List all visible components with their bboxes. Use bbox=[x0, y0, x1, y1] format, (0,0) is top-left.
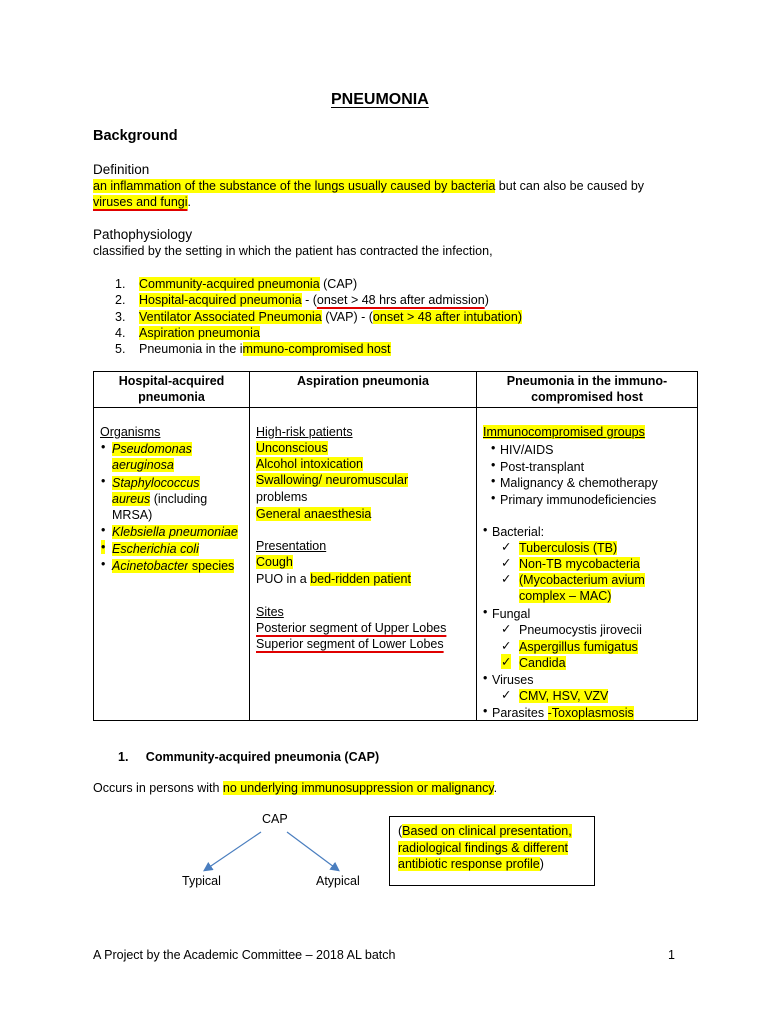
bacterial-item: Tuberculosis (TB) bbox=[519, 541, 618, 555]
check-icon: ✓ bbox=[501, 688, 512, 702]
list-item-highlight: onset > 48 after intubation) bbox=[372, 309, 522, 324]
page-title: PNEUMONIA bbox=[331, 91, 429, 108]
sites-heading: Sites bbox=[256, 605, 284, 619]
category-parasites: Parasites bbox=[492, 706, 548, 720]
definition-highlight: an inflammation of the substance of the lungs usually caused by bacteria bbox=[93, 179, 496, 193]
arrow-left bbox=[205, 832, 261, 870]
page-number: 1 bbox=[668, 948, 675, 962]
groups-heading: Immunocompromised groups bbox=[483, 425, 645, 439]
bullet: • bbox=[483, 671, 488, 685]
risk-item: problems bbox=[256, 490, 308, 504]
box-paren: ) bbox=[539, 857, 544, 871]
list-number: 2. bbox=[115, 293, 126, 308]
diagram-root-label: CAP bbox=[262, 812, 288, 826]
list-item-text: (CAP) bbox=[319, 277, 358, 291]
bullet: • bbox=[101, 474, 106, 488]
check-icon: ✓ bbox=[501, 622, 512, 636]
presentation-item: Cough bbox=[256, 555, 293, 569]
risk-heading: High-risk patients bbox=[256, 425, 353, 439]
list-item-highlight: Ventilator Associated Pneumonia bbox=[139, 309, 322, 324]
fungal-item: Pneumocystis jirovecii bbox=[519, 623, 642, 637]
list-item-highlight: Community-acquired pneumonia bbox=[139, 277, 320, 291]
check-icon: ✓ bbox=[501, 572, 512, 586]
table-header-aspiration: Aspiration pneumonia bbox=[250, 372, 477, 408]
bullet: • bbox=[101, 523, 106, 537]
definition-text: but can also be caused by bbox=[495, 179, 645, 193]
cap-classification-box bbox=[389, 816, 595, 886]
list-item bbox=[93, 292, 522, 308]
box-text: Based on clinical presentation, bbox=[402, 824, 572, 838]
footer-text: A Project by the Academic Committee – 2018 AL batch bbox=[93, 948, 396, 962]
bullet: • bbox=[101, 557, 106, 571]
organism-label: Escherichia coli bbox=[112, 542, 199, 556]
fungal-item: Aspergillus fumigatus bbox=[519, 640, 638, 654]
check-icon: ✓ bbox=[501, 655, 512, 669]
list-number: 3. bbox=[115, 309, 126, 324]
list-item-text: ) bbox=[484, 293, 489, 308]
category-bacterial: Bacterial: bbox=[492, 525, 545, 539]
bullet: • bbox=[483, 523, 488, 537]
cap-occurs-line bbox=[93, 781, 497, 795]
list-item bbox=[93, 341, 522, 357]
parasite-item: -Toxoplasmosis bbox=[547, 706, 634, 720]
list-number: 4. bbox=[115, 325, 126, 340]
bullet: • bbox=[483, 605, 488, 619]
organism-note: species bbox=[188, 559, 235, 573]
bullet: • bbox=[491, 491, 496, 505]
bullet: • bbox=[491, 458, 496, 472]
bullet: • bbox=[491, 441, 496, 455]
pathophysiology-text: classified by the setting in which the patient has contracted the infection, bbox=[93, 244, 493, 258]
check-icon: ✓ bbox=[501, 556, 512, 570]
presentation-item: bed-ridden patient bbox=[310, 572, 411, 586]
organism-label: Klebsiella pneumoniae bbox=[112, 525, 238, 539]
cap-occurs-text: Occurs in persons with bbox=[93, 781, 223, 795]
list-item-text: (VAP) - ( bbox=[321, 309, 373, 324]
bacterial-item: (Mycobacterium avium bbox=[519, 573, 645, 587]
list-item-underlined: onset > 48 hrs after admission bbox=[316, 293, 485, 308]
fungal-item: Candida bbox=[519, 656, 566, 670]
diagram-atypical-label: Atypical bbox=[316, 874, 360, 888]
cap-occurs-end: . bbox=[493, 781, 498, 795]
check-icon: ✓ bbox=[501, 639, 512, 653]
definition-heading: Definition bbox=[93, 162, 150, 177]
group-item: HIV/AIDS bbox=[500, 443, 554, 457]
table-cell-hospital bbox=[94, 408, 250, 721]
list-item-highlight: mmuno-compromised host bbox=[242, 342, 391, 357]
risk-item: Alcohol intoxication bbox=[256, 457, 364, 471]
organism-label: Acinetobacter bbox=[112, 559, 189, 573]
group-item: Primary immunodeficiencies bbox=[500, 493, 657, 507]
organism-note: MRSA) bbox=[112, 508, 153, 522]
list-number: 1. bbox=[115, 277, 126, 291]
list-item-text: Pneumonia in the bbox=[139, 342, 240, 357]
organism-note: (including bbox=[150, 492, 208, 506]
risk-item: Swallowing/ neuromuscular bbox=[256, 473, 409, 487]
diagram-arrows bbox=[195, 828, 345, 878]
cap-heading: 1. Community-acquired pneumonia (CAP) bbox=[118, 750, 380, 764]
table-header-hospital: Hospital-acquired pneumonia bbox=[94, 372, 250, 408]
group-item: Malignancy & chemotherapy bbox=[500, 476, 658, 490]
list-item bbox=[93, 276, 522, 292]
risk-item: Unconscious bbox=[256, 441, 328, 455]
risk-item: General anaesthesia bbox=[256, 507, 372, 521]
pneumonia-types-list bbox=[93, 276, 522, 357]
virus-item: CMV, HSV, VZV bbox=[519, 689, 609, 703]
table-cell-aspiration bbox=[250, 408, 477, 721]
bacterial-item: complex – MAC) bbox=[519, 589, 612, 603]
bacterial-item: Non-TB mycobacteria bbox=[519, 557, 640, 571]
definition-period: . bbox=[187, 195, 191, 209]
presentation-heading: Presentation bbox=[256, 539, 327, 553]
organisms-heading: Organisms bbox=[100, 425, 161, 439]
bullet: • bbox=[483, 704, 488, 718]
category-fungal: Fungal bbox=[492, 607, 531, 621]
box-text: radiological findings & different bbox=[398, 840, 569, 855]
organism-label: aureus bbox=[112, 492, 151, 506]
check-icon: ✓ bbox=[501, 540, 512, 554]
box-text: antibiotic response profile bbox=[398, 857, 540, 871]
site-item: Posterior segment of Upper Lobes bbox=[256, 621, 447, 635]
organism-label: Staphylococcus bbox=[112, 476, 200, 490]
organism-label: aeruginosa bbox=[112, 458, 174, 472]
bullet: • bbox=[101, 540, 106, 554]
category-viruses: Viruses bbox=[492, 673, 534, 687]
list-item-text: - ( bbox=[301, 293, 317, 308]
group-item: Post-transplant bbox=[500, 460, 585, 474]
organism-label: Pseudomonas bbox=[112, 442, 192, 456]
list-number: 5. bbox=[115, 342, 126, 357]
diagram-typical-label: Typical bbox=[182, 874, 221, 888]
site-item: Superior segment of Lower Lobes bbox=[256, 637, 444, 651]
list-item bbox=[93, 309, 522, 325]
bullet: • bbox=[101, 440, 106, 454]
list-item-highlight: Aspiration pneumonia bbox=[139, 325, 260, 340]
bullet: • bbox=[491, 474, 496, 488]
list-item bbox=[93, 325, 522, 341]
presentation-text: PUO in a bbox=[256, 572, 311, 586]
background-heading: Background bbox=[93, 128, 178, 144]
box-paren: ( bbox=[398, 824, 403, 838]
arrow-right bbox=[287, 832, 338, 870]
definition-highlight-viruses: viruses and fungi bbox=[93, 195, 188, 209]
cap-occurs-highlight: no underlying immunosuppression or malignancy bbox=[222, 781, 494, 795]
comparison-table bbox=[93, 371, 698, 721]
definition-line-1 bbox=[93, 179, 644, 193]
list-item-text: i bbox=[239, 342, 243, 357]
definition-line-2 bbox=[93, 195, 191, 209]
table-header-immuno: Pneumonia in the immuno-compromised host bbox=[477, 372, 698, 408]
pathophysiology-heading: Pathophysiology bbox=[93, 227, 193, 242]
list-item-highlight: Hospital-acquired pneumonia bbox=[139, 293, 302, 308]
table-cell-immuno bbox=[477, 408, 698, 721]
